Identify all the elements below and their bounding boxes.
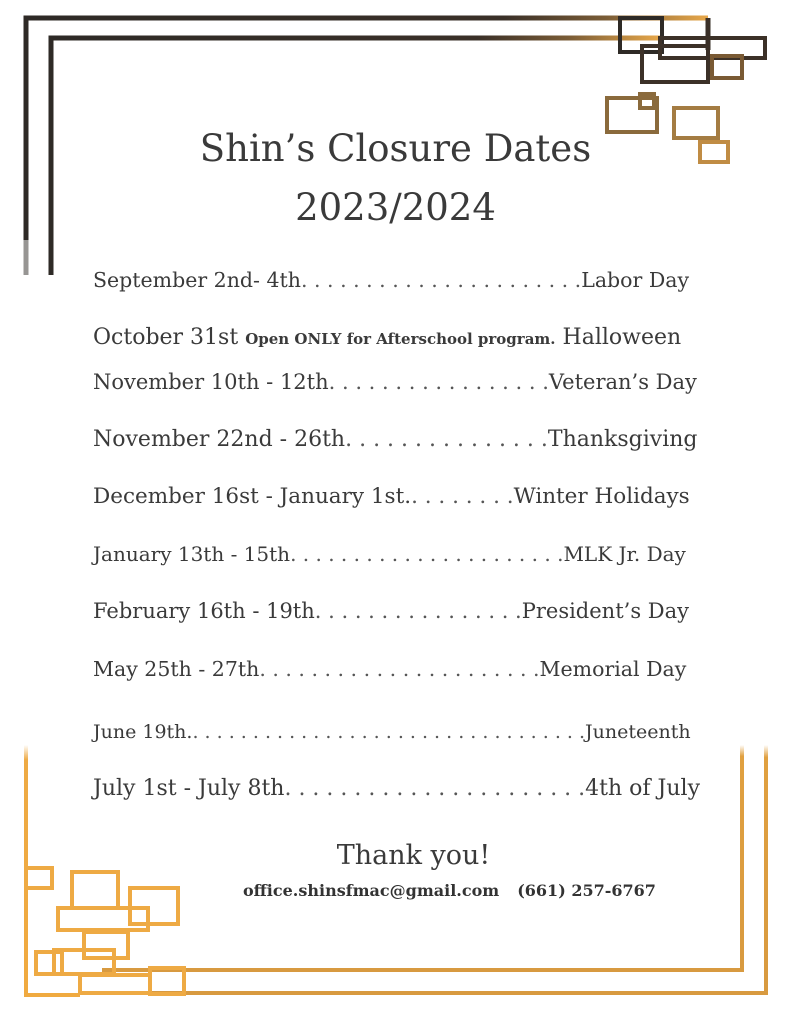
closure-note: Open ONLY for Afterschool program.	[245, 330, 556, 348]
closure-name: Memorial Day	[539, 657, 687, 681]
dot-leader: . . . . . . . . . . . . . . . . . . . . . .	[284, 776, 586, 801]
closure-dates: November 22nd - 26th	[93, 427, 346, 452]
closure-dates: September 2nd- 4th	[93, 268, 301, 292]
closure-dates: February 16th - 19th	[93, 599, 315, 623]
closure-row	[93, 483, 690, 511]
closure-row	[93, 368, 697, 396]
closure-name: 4th of July	[585, 776, 701, 801]
dot-leader: . . . . . . . . . . . . . . . . . . . . . .	[259, 657, 540, 681]
phone-text: (661) 257-6767	[517, 881, 656, 900]
thank-you-text: Thank you!	[336, 840, 491, 871]
page-title: Shin’s Closure Dates	[199, 127, 592, 170]
dot-leader: . . . . . . . . . . . . . . . . . . . . . .	[290, 542, 564, 566]
closure-dates: December 16st - January 1st.	[93, 484, 412, 509]
closure-name: Winter Holidays	[513, 484, 690, 509]
closure-dates: January 13th - 15th	[93, 542, 291, 566]
closure-name: President’s Day	[521, 599, 689, 623]
dot-leader: . . . . . . . .	[411, 484, 514, 509]
dot-leader: . . . . . . . . . . . . . . . .	[314, 599, 522, 623]
closure-dates: July 1st - July 8th	[93, 776, 285, 801]
closure-name: Labor Day	[581, 268, 690, 292]
closure-dates: May 25th - 27th	[93, 657, 260, 681]
dot-leader: . . . . . . . . . . . . . . .	[345, 427, 548, 452]
closure-row	[93, 775, 700, 803]
closure-row	[93, 655, 686, 683]
closure-name: Thanksgiving	[547, 427, 698, 452]
closure-row	[93, 540, 686, 568]
contact-info	[243, 881, 656, 900]
closure-name: Veteran’s Day	[548, 370, 697, 394]
closure-row	[93, 266, 689, 294]
page-subtitle: 2023/2024	[295, 186, 496, 229]
closure-row	[93, 718, 691, 746]
closure-name: Juneteenth	[585, 721, 691, 743]
dot-leader: . . . . . . . . . . . . . . . . .	[328, 370, 549, 394]
closure-dates: November 10th - 12th	[93, 370, 329, 394]
closure-dates: June 19th.	[93, 721, 193, 743]
closure-dates: October 31st	[93, 325, 239, 350]
closure-name: Halloween	[562, 325, 682, 350]
dot-leader: . . . . . . . . . . . . . . . . . . . . . .	[300, 268, 582, 292]
closure-name: MLK Jr. Day	[563, 542, 686, 566]
dot-leader: . . . . . . . . . . . . . . . . . . . . . . . . . . . . . . . . .	[192, 721, 586, 743]
closure-row	[93, 597, 689, 625]
closure-row	[93, 426, 698, 454]
closure-row	[93, 324, 681, 353]
email-text: office.shinsfmac@gmail.com	[243, 881, 500, 900]
